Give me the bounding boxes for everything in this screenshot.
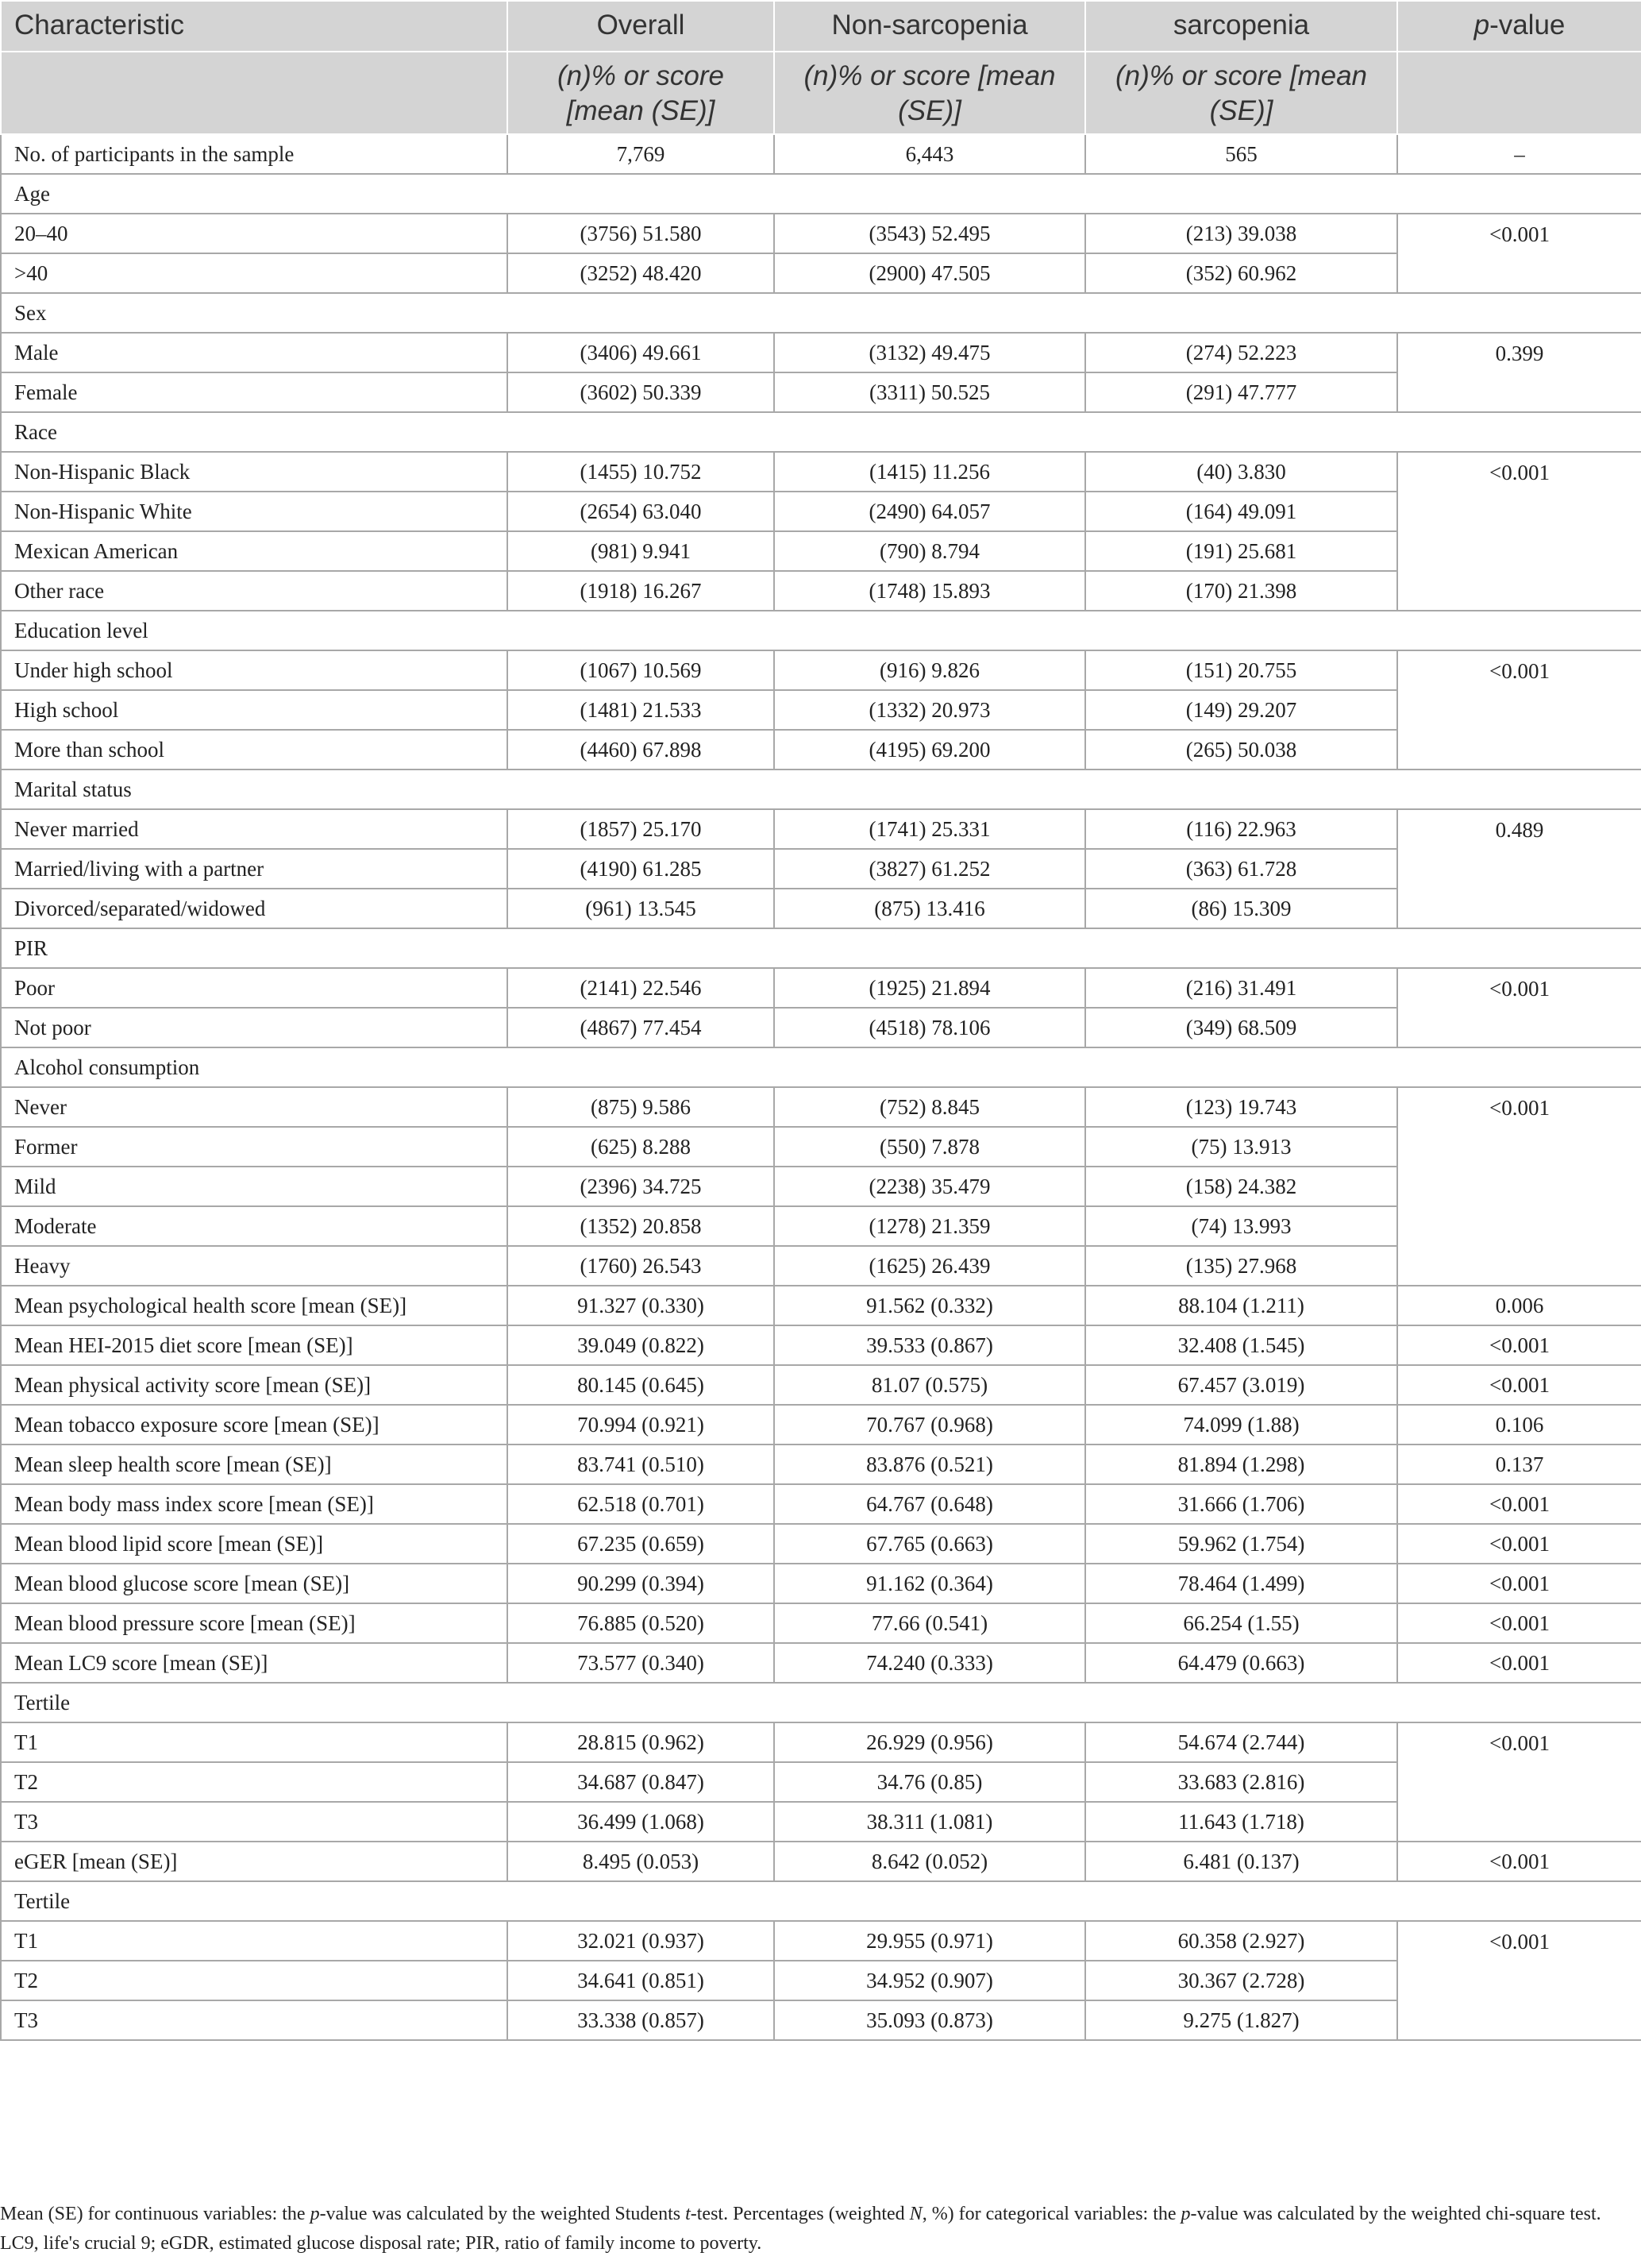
row-label: Mean LC9 score [mean (SE)] <box>1 1643 507 1683</box>
section-title: Tertile <box>1 1881 1641 1921</box>
cell-p-value: 0.006 <box>1397 1286 1641 1325</box>
section-row-tertile-egdr <box>1 1881 1641 1921</box>
table-row <box>1 690 1641 730</box>
cell-non-sarcopenia: 26.929 (0.956) <box>774 1722 1085 1762</box>
footnote-italic: p <box>1181 2204 1191 2224</box>
section-row-alcohol-consumption <box>1 1047 1641 1087</box>
table-row <box>1 889 1641 928</box>
cell-overall: (3602) 50.339 <box>507 372 774 412</box>
row-label: Mean blood pressure score [mean (SE)] <box>1 1603 507 1643</box>
cell-non-sarcopenia: 74.240 (0.333) <box>774 1643 1085 1683</box>
cell-sarcopenia: (135) 27.968 <box>1085 1246 1397 1286</box>
col-header-p-value <box>1397 1 1641 52</box>
cell-non-sarcopenia: 35.093 (0.873) <box>774 2000 1085 2040</box>
row-label: Not poor <box>1 1008 507 1047</box>
row-label: Poor <box>1 968 507 1008</box>
cell-p-value: <0.001 <box>1397 1643 1641 1683</box>
cell-p-value: <0.001 <box>1397 1365 1641 1405</box>
table-row-score <box>1 1564 1641 1603</box>
table-row <box>1 1167 1641 1206</box>
row-label: Mean sleep health score [mean (SE)] <box>1 1444 507 1484</box>
cell-non-sarcopenia: 6,443 <box>774 134 1085 174</box>
section-title: Alcohol consumption <box>1 1047 1641 1087</box>
cell-p-value: 0.137 <box>1397 1444 1641 1484</box>
row-label: Mean HEI-2015 diet score [mean (SE)] <box>1 1325 507 1365</box>
cell-non-sarcopenia: (3827) 61.252 <box>774 849 1085 889</box>
footnote-text: , %) for categorical variables: the <box>922 2204 1181 2224</box>
cell-overall: (3406) 49.661 <box>507 333 774 372</box>
cell-overall: 34.687 (0.847) <box>507 1762 774 1802</box>
cell-non-sarcopenia: (790) 8.794 <box>774 531 1085 571</box>
cell-p-value: 0.489 <box>1397 809 1641 928</box>
table-row <box>1 1961 1641 2000</box>
subheader-row <box>1 52 1641 134</box>
row-label: T3 <box>1 2000 507 2040</box>
table-row <box>1 571 1641 611</box>
cell-non-sarcopenia: (3132) 49.475 <box>774 333 1085 372</box>
cell-overall: 8.495 (0.053) <box>507 1842 774 1881</box>
cell-sarcopenia: (213) 39.038 <box>1085 214 1397 253</box>
row-label: Mean psychological health score [mean (SE)] <box>1 1286 507 1325</box>
cell-non-sarcopenia: 34.76 (0.85) <box>774 1762 1085 1802</box>
cell-p-value: – <box>1397 134 1641 174</box>
cell-sarcopenia: (123) 19.743 <box>1085 1087 1397 1127</box>
cell-overall: (1918) 16.267 <box>507 571 774 611</box>
section-title: PIR <box>1 928 1641 968</box>
cell-non-sarcopenia: (3311) 50.525 <box>774 372 1085 412</box>
cell-overall: (981) 9.941 <box>507 531 774 571</box>
cell-non-sarcopenia: (1625) 26.439 <box>774 1246 1085 1286</box>
footnote-text: Mean (SE) for continuous variables: the <box>0 2204 310 2224</box>
cell-overall: 39.049 (0.822) <box>507 1325 774 1365</box>
cell-sarcopenia: 74.099 (1.88) <box>1085 1405 1397 1444</box>
cell-overall: 33.338 (0.857) <box>507 2000 774 2040</box>
row-label: Moderate <box>1 1206 507 1246</box>
cell-sarcopenia: 6.481 (0.137) <box>1085 1842 1397 1881</box>
table-row-score <box>1 1643 1641 1683</box>
table-row <box>1 253 1641 293</box>
cell-overall: (1481) 21.533 <box>507 690 774 730</box>
cell-sarcopenia: (363) 61.728 <box>1085 849 1397 889</box>
row-label: T2 <box>1 1961 507 2000</box>
cell-non-sarcopenia: (2900) 47.505 <box>774 253 1085 293</box>
cell-overall: (2654) 63.040 <box>507 492 774 531</box>
cell-non-sarcopenia: 64.767 (0.648) <box>774 1484 1085 1524</box>
table-row <box>1 849 1641 889</box>
table-row <box>1 1722 1641 1762</box>
cell-overall: (4867) 77.454 <box>507 1008 774 1047</box>
row-label: Mean blood glucose score [mean (SE)] <box>1 1564 507 1603</box>
cell-non-sarcopenia: (875) 13.416 <box>774 889 1085 928</box>
row-label: Other race <box>1 571 507 611</box>
row-label: Male <box>1 333 507 372</box>
table-row-score <box>1 1286 1641 1325</box>
cell-sarcopenia: (265) 50.038 <box>1085 730 1397 770</box>
cell-overall: (4460) 67.898 <box>507 730 774 770</box>
cell-p-value: <0.001 <box>1397 1564 1641 1603</box>
row-label: Never <box>1 1087 507 1127</box>
table-row <box>1 650 1641 690</box>
table-row <box>1 214 1641 253</box>
table-row <box>1 1008 1641 1047</box>
cell-overall: (625) 8.288 <box>507 1127 774 1167</box>
col-header-non-sarcopenia: Non-sarcopenia <box>774 1 1085 52</box>
table-row <box>1 730 1641 770</box>
table-row <box>1 492 1641 531</box>
section-row-marital-status <box>1 770 1641 809</box>
row-label: >40 <box>1 253 507 293</box>
table-row <box>1 1087 1641 1127</box>
section-title: Sex <box>1 293 1641 333</box>
table-row-score <box>1 1484 1641 1524</box>
row-label: Mexican American <box>1 531 507 571</box>
table-footnote <box>0 2200 1641 2258</box>
row-label: Never married <box>1 809 507 849</box>
cell-sarcopenia: 11.643 (1.718) <box>1085 1802 1397 1842</box>
cell-non-sarcopenia: (4195) 69.200 <box>774 730 1085 770</box>
cell-sarcopenia: 9.275 (1.827) <box>1085 2000 1397 2040</box>
section-title: Education level <box>1 611 1641 650</box>
cell-overall: 90.299 (0.394) <box>507 1564 774 1603</box>
cell-sarcopenia: 67.457 (3.019) <box>1085 1365 1397 1405</box>
cell-overall: (1857) 25.170 <box>507 809 774 849</box>
cell-p-value: <0.001 <box>1397 1087 1641 1286</box>
cell-overall: (3252) 48.420 <box>507 253 774 293</box>
table-row-score <box>1 1325 1641 1365</box>
cell-p-value: 0.399 <box>1397 333 1641 412</box>
table-row <box>1 333 1641 372</box>
section-row-race <box>1 412 1641 452</box>
cell-overall: (3756) 51.580 <box>507 214 774 253</box>
cell-overall: (1352) 20.858 <box>507 1206 774 1246</box>
row-label: High school <box>1 690 507 730</box>
cell-p-value: <0.001 <box>1397 1842 1641 1881</box>
cell-non-sarcopenia: (752) 8.845 <box>774 1087 1085 1127</box>
cell-overall: (4190) 61.285 <box>507 849 774 889</box>
cell-non-sarcopenia: 67.765 (0.663) <box>774 1524 1085 1564</box>
cell-overall: 28.815 (0.962) <box>507 1722 774 1762</box>
cell-non-sarcopenia: (4518) 78.106 <box>774 1008 1085 1047</box>
cell-sarcopenia: (216) 31.491 <box>1085 968 1397 1008</box>
section-title: Race <box>1 412 1641 452</box>
row-label: Non-Hispanic White <box>1 492 507 531</box>
header-row <box>1 1 1641 52</box>
cell-non-sarcopenia: 91.562 (0.332) <box>774 1286 1085 1325</box>
row-label: Non-Hispanic Black <box>1 452 507 492</box>
row-label: No. of participants in the sample <box>1 134 507 174</box>
subheader-empty <box>1 52 507 134</box>
cell-overall: 67.235 (0.659) <box>507 1524 774 1564</box>
row-label: Divorced/separated/widowed <box>1 889 507 928</box>
cell-non-sarcopenia: (1332) 20.973 <box>774 690 1085 730</box>
cell-sarcopenia: (149) 29.207 <box>1085 690 1397 730</box>
cell-sarcopenia: (291) 47.777 <box>1085 372 1397 412</box>
cell-p-value: <0.001 <box>1397 1722 1641 1842</box>
table-row-score <box>1 1444 1641 1484</box>
cell-sarcopenia: 64.479 (0.663) <box>1085 1643 1397 1683</box>
cell-p-value: <0.001 <box>1397 452 1641 611</box>
section-title: Marital status <box>1 770 1641 809</box>
table-row <box>1 1762 1641 1802</box>
row-label: 20–40 <box>1 214 507 253</box>
cell-overall: 73.577 (0.340) <box>507 1643 774 1683</box>
cell-overall: 34.641 (0.851) <box>507 1961 774 2000</box>
row-label: T2 <box>1 1762 507 1802</box>
table-row <box>1 531 1641 571</box>
cell-overall: 70.994 (0.921) <box>507 1405 774 1444</box>
cell-p-value: <0.001 <box>1397 650 1641 770</box>
subheader-p-empty <box>1397 52 1641 134</box>
cell-overall: (1760) 26.543 <box>507 1246 774 1286</box>
cell-sarcopenia: 54.674 (2.744) <box>1085 1722 1397 1762</box>
subheader-non-sarcopenia: (n)% or score [mean (SE)] <box>774 52 1085 134</box>
subheader-overall: (n)% or score [mean (SE)] <box>507 52 774 134</box>
cell-sarcopenia: (40) 3.830 <box>1085 452 1397 492</box>
cell-non-sarcopenia: (550) 7.878 <box>774 1127 1085 1167</box>
cell-sarcopenia: 60.358 (2.927) <box>1085 1921 1397 1961</box>
cell-sarcopenia: (170) 21.398 <box>1085 571 1397 611</box>
table-row <box>1 1206 1641 1246</box>
cell-non-sarcopenia: 83.876 (0.521) <box>774 1444 1085 1484</box>
cell-sarcopenia: 33.683 (2.816) <box>1085 1762 1397 1802</box>
cell-non-sarcopenia: (2490) 64.057 <box>774 492 1085 531</box>
cell-sarcopenia: (164) 49.091 <box>1085 492 1397 531</box>
cell-sarcopenia: (86) 15.309 <box>1085 889 1397 928</box>
cell-sarcopenia: (158) 24.382 <box>1085 1167 1397 1206</box>
col-header-sarcopenia: sarcopenia <box>1085 1 1397 52</box>
table-row-egdr <box>1 1842 1641 1881</box>
subheader-sarcopenia: (n)% or score [mean (SE)] <box>1085 52 1397 134</box>
cell-overall: 36.499 (1.068) <box>507 1802 774 1842</box>
row-label: Mild <box>1 1167 507 1206</box>
cell-sarcopenia: (274) 52.223 <box>1085 333 1397 372</box>
cell-sarcopenia: 81.894 (1.298) <box>1085 1444 1397 1484</box>
cell-p-value: <0.001 <box>1397 968 1641 1047</box>
cell-sarcopenia: (116) 22.963 <box>1085 809 1397 849</box>
cell-sarcopenia: 31.666 (1.706) <box>1085 1484 1397 1524</box>
col-header-characteristic: Characteristic <box>1 1 507 52</box>
cell-non-sarcopenia: 34.952 (0.907) <box>774 1961 1085 2000</box>
table-row-score <box>1 1603 1641 1643</box>
cell-p-value: <0.001 <box>1397 1921 1641 2040</box>
cell-overall: (961) 13.545 <box>507 889 774 928</box>
footnote-italic: p <box>310 2204 320 2224</box>
cell-overall: (1067) 10.569 <box>507 650 774 690</box>
cell-non-sarcopenia: 29.955 (0.971) <box>774 1921 1085 1961</box>
footnote-text: -value was calculated by the weighted chi-square test. LC9, life's crucial 9; eGDR, estimated glucose disposal rate; PIR, ratio of family income to poverty. <box>0 2204 1601 2254</box>
row-label: Heavy <box>1 1246 507 1286</box>
table-row-participants <box>1 134 1641 174</box>
cell-non-sarcopenia: 38.311 (1.081) <box>774 1802 1085 1842</box>
cell-sarcopenia: 565 <box>1085 134 1397 174</box>
p-suffix: -value <box>1489 10 1566 40</box>
p-letter: p <box>1473 10 1490 40</box>
cell-p-value: 0.106 <box>1397 1405 1641 1444</box>
row-label: Mean tobacco exposure score [mean (SE)] <box>1 1405 507 1444</box>
cell-overall: 62.518 (0.701) <box>507 1484 774 1524</box>
row-label: Mean physical activity score [mean (SE)] <box>1 1365 507 1405</box>
cell-non-sarcopenia: 81.07 (0.575) <box>774 1365 1085 1405</box>
row-label: Mean blood lipid score [mean (SE)] <box>1 1524 507 1564</box>
cell-sarcopenia: (349) 68.509 <box>1085 1008 1397 1047</box>
table-body <box>1 134 1641 2040</box>
cell-non-sarcopenia: (1748) 15.893 <box>774 571 1085 611</box>
footnote-italic: N <box>909 2204 923 2224</box>
cell-sarcopenia: 78.464 (1.499) <box>1085 1564 1397 1603</box>
cell-sarcopenia: (191) 25.681 <box>1085 531 1397 571</box>
cell-p-value: <0.001 <box>1397 1484 1641 1524</box>
row-label: Under high school <box>1 650 507 690</box>
cell-sarcopenia: 32.408 (1.545) <box>1085 1325 1397 1365</box>
cell-non-sarcopenia: (3543) 52.495 <box>774 214 1085 253</box>
table-row <box>1 2000 1641 2040</box>
table-row <box>1 1246 1641 1286</box>
section-row-age <box>1 174 1641 214</box>
table-header <box>1 1 1641 134</box>
row-label: Former <box>1 1127 507 1167</box>
cell-overall: 91.327 (0.330) <box>507 1286 774 1325</box>
cell-non-sarcopenia: (2238) 35.479 <box>774 1167 1085 1206</box>
cell-non-sarcopenia: 8.642 (0.052) <box>774 1842 1085 1881</box>
row-label: Mean body mass index score [mean (SE)] <box>1 1484 507 1524</box>
cell-p-value: <0.001 <box>1397 1524 1641 1564</box>
section-title: Age <box>1 174 1641 214</box>
cell-non-sarcopenia: 77.66 (0.541) <box>774 1603 1085 1643</box>
table-row <box>1 1921 1641 1961</box>
cell-non-sarcopenia: (1741) 25.331 <box>774 809 1085 849</box>
cell-sarcopenia: (151) 20.755 <box>1085 650 1397 690</box>
cell-p-value: <0.001 <box>1397 214 1641 293</box>
cell-overall: 32.021 (0.937) <box>507 1921 774 1961</box>
cell-overall: (2396) 34.725 <box>507 1167 774 1206</box>
section-row-pir <box>1 928 1641 968</box>
col-header-overall: Overall <box>507 1 774 52</box>
cell-overall: (875) 9.586 <box>507 1087 774 1127</box>
cell-non-sarcopenia: 91.162 (0.364) <box>774 1564 1085 1603</box>
cell-non-sarcopenia: (1415) 11.256 <box>774 452 1085 492</box>
cell-sarcopenia: 88.104 (1.211) <box>1085 1286 1397 1325</box>
cell-sarcopenia: 30.367 (2.728) <box>1085 1961 1397 2000</box>
row-label: More than school <box>1 730 507 770</box>
table-row <box>1 1127 1641 1167</box>
section-title: Tertile <box>1 1683 1641 1722</box>
table-row <box>1 1802 1641 1842</box>
section-row-education-level <box>1 611 1641 650</box>
cell-overall: 80.145 (0.645) <box>507 1365 774 1405</box>
cell-p-value: <0.001 <box>1397 1325 1641 1365</box>
cell-overall: (2141) 22.546 <box>507 968 774 1008</box>
cell-overall: 76.885 (0.520) <box>507 1603 774 1643</box>
cell-sarcopenia: (74) 13.993 <box>1085 1206 1397 1246</box>
cell-non-sarcopenia: 70.767 (0.968) <box>774 1405 1085 1444</box>
cell-sarcopenia: 59.962 (1.754) <box>1085 1524 1397 1564</box>
cell-p-value: <0.001 <box>1397 1603 1641 1643</box>
cell-non-sarcopenia: (1278) 21.359 <box>774 1206 1085 1246</box>
cell-overall: (1455) 10.752 <box>507 452 774 492</box>
cell-overall: 7,769 <box>507 134 774 174</box>
table-row <box>1 809 1641 849</box>
section-row-tertile-lc9 <box>1 1683 1641 1722</box>
section-row-sex <box>1 293 1641 333</box>
cell-non-sarcopenia: 39.533 (0.867) <box>774 1325 1085 1365</box>
table-row <box>1 968 1641 1008</box>
cell-sarcopenia: (352) 60.962 <box>1085 253 1397 293</box>
table-row-score <box>1 1365 1641 1405</box>
cell-sarcopenia: (75) 13.913 <box>1085 1127 1397 1167</box>
row-label: T3 <box>1 1802 507 1842</box>
row-label: T1 <box>1 1722 507 1762</box>
table-row-score <box>1 1524 1641 1564</box>
cell-overall: 83.741 (0.510) <box>507 1444 774 1484</box>
table-row-score <box>1 1405 1641 1444</box>
row-label: Female <box>1 372 507 412</box>
table-row <box>1 372 1641 412</box>
row-label: T1 <box>1 1921 507 1961</box>
row-label: eGER [mean (SE)] <box>1 1842 507 1881</box>
cell-non-sarcopenia: (1925) 21.894 <box>774 968 1085 1008</box>
cell-sarcopenia: 66.254 (1.55) <box>1085 1603 1397 1643</box>
row-label: Married/living with a partner <box>1 849 507 889</box>
table-row <box>1 452 1641 492</box>
footnote-text: -test. Percentages (weighted <box>690 2204 910 2224</box>
footnote-text: -value was calculated by the weighted Students <box>319 2204 686 2224</box>
cell-non-sarcopenia: (916) 9.826 <box>774 650 1085 690</box>
footnote-italic: t <box>685 2204 691 2224</box>
